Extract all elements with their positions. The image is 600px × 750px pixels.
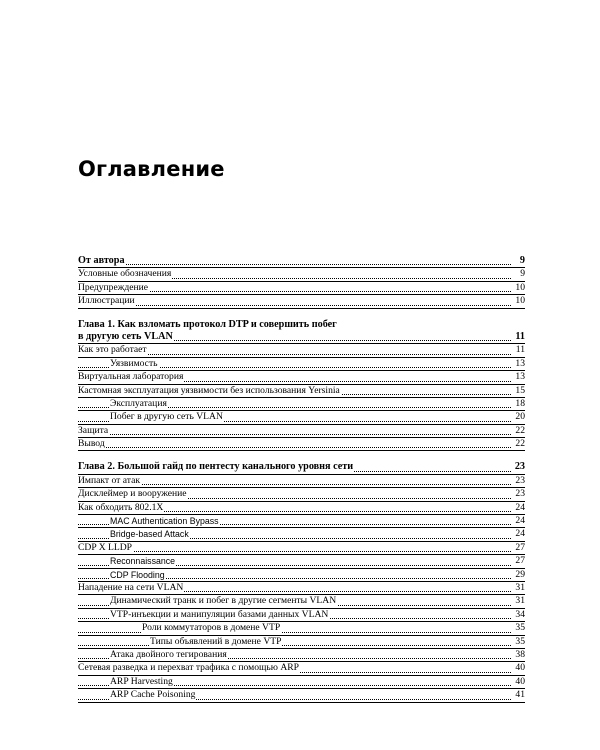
toc-entry-title: Как обходить 802.1X xyxy=(78,501,164,513)
toc-entry[interactable] xyxy=(78,344,525,357)
toc-chapter-heading[interactable] xyxy=(78,319,525,331)
toc-entry[interactable] xyxy=(78,622,525,635)
dot-leader xyxy=(78,483,511,485)
toc-entry-title: ARP Harvesting xyxy=(110,675,173,687)
toc-page-number: 18 xyxy=(515,397,525,409)
toc-entry[interactable] xyxy=(78,295,525,308)
toc-entry-title: Динамический транк и побег в другие сегменты VLAN xyxy=(110,595,337,607)
toc-page-number: 10 xyxy=(515,295,525,307)
toc-page-number: 23 xyxy=(515,488,525,500)
toc-entry[interactable] xyxy=(78,662,525,675)
toc-page-number: 11 xyxy=(515,344,525,356)
toc-page-number: 22 xyxy=(515,424,525,436)
toc-page-number: 31 xyxy=(515,581,525,593)
toc-entry-title: Reconnaissance xyxy=(110,556,176,567)
toc-entry-title: Bridge-based Attack xyxy=(110,529,189,540)
toc-entry-title: ARP Cache Poisoning xyxy=(110,689,196,701)
toc-entry-title: Как это работает xyxy=(78,344,147,356)
toc-entry[interactable] xyxy=(78,358,525,371)
toc-page-number: 13 xyxy=(515,357,525,369)
toc-entry[interactable] xyxy=(78,268,525,281)
toc-page-number: 22 xyxy=(515,438,525,450)
toc-entry-title: Виртуальная лаборатория xyxy=(78,371,184,383)
toc-page-number: 24 xyxy=(515,528,525,540)
toc-entry[interactable] xyxy=(78,438,525,451)
toc-entry[interactable] xyxy=(78,371,525,384)
toc-entry-title: Уязвимость xyxy=(110,357,158,369)
toc-entry-title: Глава 2. Большой гайд по пентесту канального уровня сети xyxy=(78,461,354,473)
toc-entry[interactable] xyxy=(78,425,525,438)
toc-entry[interactable] xyxy=(78,609,525,622)
toc-page-number: 20 xyxy=(515,411,525,423)
toc-chapter-heading[interactable] xyxy=(78,255,525,268)
toc-entry[interactable] xyxy=(78,528,525,541)
toc-entry-title: CDP Flooding xyxy=(110,569,165,580)
toc-entry-title: Предупреждение xyxy=(78,281,149,293)
toc-entry-title: Защита xyxy=(78,424,109,436)
toc-entry-title: Глава 1. Как взломать протокол DTP и совершить побег xyxy=(78,318,337,330)
toc-page-number: 24 xyxy=(515,501,525,513)
toc-page-number: 11 xyxy=(515,330,525,342)
toc-page-number: 40 xyxy=(515,662,525,674)
toc-entry-title: Атака двойного тегирования xyxy=(110,648,227,660)
section-gap xyxy=(78,451,525,461)
toc-entry-title: CDP X LLDP xyxy=(78,541,133,553)
toc-entry-title: Дисклеймер и вооружение xyxy=(78,488,187,500)
toc-page-number: 27 xyxy=(515,541,525,553)
dot-leader xyxy=(78,433,511,435)
dot-leader xyxy=(78,304,511,306)
toc-entry[interactable] xyxy=(78,569,525,582)
toc-entry-title: Побег в другую сеть VLAN xyxy=(110,411,223,423)
toc-entry[interactable] xyxy=(78,488,525,501)
toc-entry[interactable] xyxy=(78,555,525,568)
toc-page-number: 13 xyxy=(515,371,525,383)
toc-page-number: 24 xyxy=(515,515,525,527)
toc-page-number: 40 xyxy=(515,675,525,687)
toc-page-number: 23 xyxy=(514,461,525,473)
toc-entry-title: Иллюстрации xyxy=(78,295,135,307)
toc-entry[interactable] xyxy=(78,398,525,411)
dot-leader xyxy=(78,263,511,265)
toc-chapter-heading[interactable] xyxy=(78,461,525,474)
dot-leader xyxy=(78,550,511,552)
toc-page-number: 15 xyxy=(515,384,525,396)
page-title: Оглавление xyxy=(78,157,225,181)
toc-entry[interactable] xyxy=(78,502,525,515)
toc-entry[interactable] xyxy=(78,676,525,689)
toc-entry[interactable] xyxy=(78,636,525,649)
dot-leader xyxy=(78,644,511,646)
toc-entry-title: Условные обозначения xyxy=(78,268,172,280)
dot-leader xyxy=(78,446,511,448)
toc-entry[interactable] xyxy=(78,515,525,528)
toc-page-number: 10 xyxy=(515,281,525,293)
toc-page-number: 41 xyxy=(515,689,525,701)
toc-page-number: 34 xyxy=(515,608,525,620)
toc-entry-title: MAC Authentication Bypass xyxy=(110,516,219,527)
toc-entry-title: Роли коммутаторов в домене VTP xyxy=(142,622,281,634)
toc-entry[interactable] xyxy=(78,649,525,662)
toc-entry[interactable] xyxy=(78,385,525,398)
toc-entry-title: Кастомная эксплуатация уязвимости без использования Yersinia xyxy=(78,384,340,396)
toc-entry-title: От автора xyxy=(78,255,125,266)
toc-page-number: 35 xyxy=(515,622,525,634)
toc-entry-title: Вывод xyxy=(78,438,105,450)
toc-page-number: 23 xyxy=(515,474,525,486)
toc-entry-title: в другую сеть VLAN xyxy=(78,330,173,342)
toc-entry-title: Эксплуатация xyxy=(110,397,167,409)
toc-entry-title: VTP-инъекции и манипуляции базами данных VLAN xyxy=(110,608,329,620)
toc-entry[interactable] xyxy=(78,282,525,295)
toc-entry-title: Нападение на сети VLAN xyxy=(78,581,184,593)
toc-entry[interactable] xyxy=(78,542,525,555)
toc-page-number: 38 xyxy=(515,648,525,660)
toc-page-number: 35 xyxy=(515,635,525,647)
toc-page-number: 9 xyxy=(519,255,525,266)
section-gap xyxy=(78,309,525,319)
toc-entry[interactable] xyxy=(78,595,525,608)
toc-chapter-heading[interactable] xyxy=(78,331,525,344)
toc-entry-title: Импакт от атак xyxy=(78,474,141,486)
toc-entry-title: Сетевая разведка и перехват трафика с помощью ARP xyxy=(78,662,300,674)
toc-page-number: 9 xyxy=(520,268,525,280)
toc-entry[interactable] xyxy=(78,582,525,595)
toc-page-number: 27 xyxy=(515,555,525,567)
toc-entry[interactable] xyxy=(78,689,525,702)
toc-entry[interactable] xyxy=(78,475,525,488)
toc-entry-title: Типы объявлений в домене VTP xyxy=(150,635,282,647)
toc-entry[interactable] xyxy=(78,411,525,424)
toc-page-number: 29 xyxy=(515,568,525,580)
table-of-contents xyxy=(78,255,525,703)
toc-page-number: 31 xyxy=(515,595,525,607)
